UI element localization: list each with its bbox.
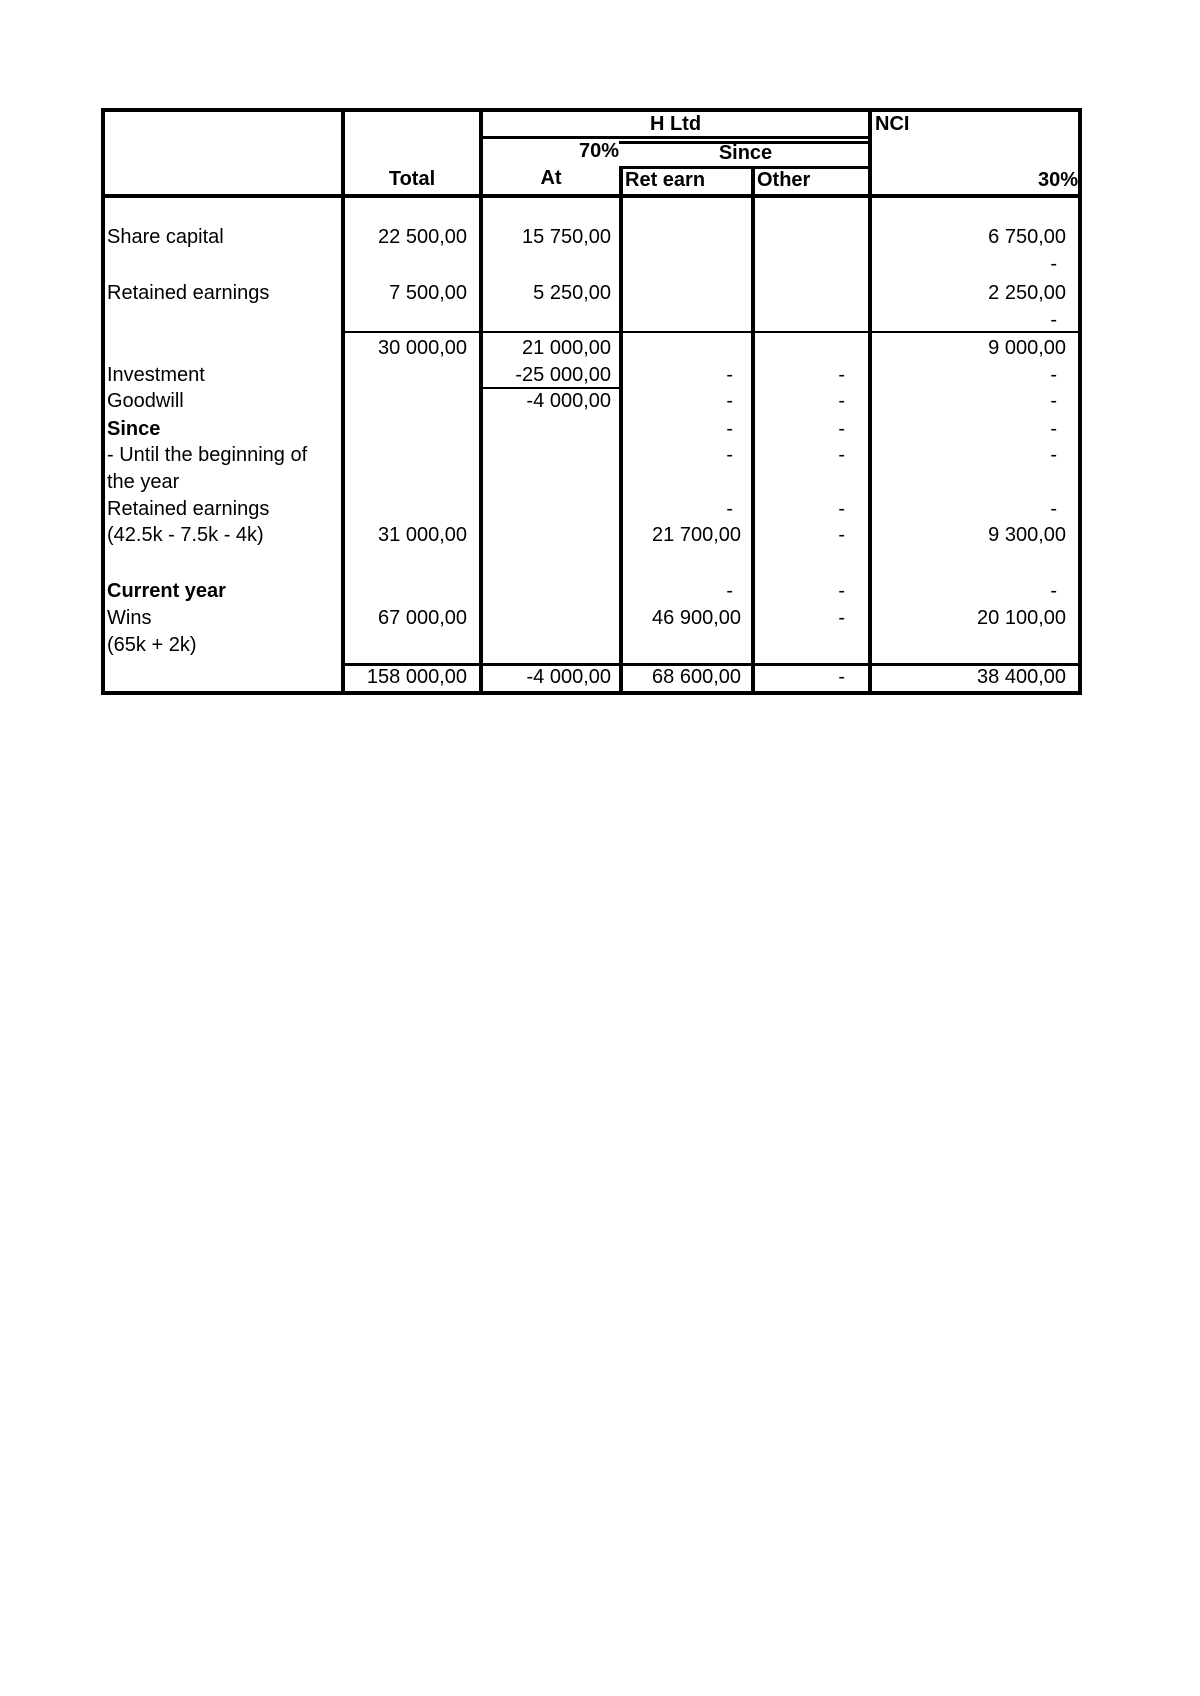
wins-ret-earn: 46 900,00 (652, 607, 741, 629)
retained-since-ret-earn: 21 700,00 (652, 524, 741, 546)
subtotal-total: 30 000,00 (378, 337, 467, 359)
border-bottom (101, 691, 1082, 695)
share-capital-total: 22 500,00 (378, 226, 467, 248)
dash: - (1050, 444, 1057, 466)
dash: - (726, 418, 733, 440)
share-capital-nci: 6 750,00 (988, 226, 1066, 248)
col-divider-5 (868, 108, 872, 695)
label-retained-earnings-since: Retained earnings (107, 498, 270, 520)
grand-total-at: -4 000,00 (526, 666, 611, 688)
retained-earnings-at: 5 250,00 (533, 282, 611, 304)
dash: - (1050, 498, 1057, 520)
dash: - (838, 364, 845, 386)
retained-since-total: 31 000,00 (378, 524, 467, 546)
subtotal-at: 21 000,00 (522, 337, 611, 359)
other-heading: Other (757, 169, 811, 191)
dash: - (838, 498, 845, 520)
retained-since-nci: 9 300,00 (988, 524, 1066, 546)
label-retained-earnings: Retained earnings (107, 282, 270, 304)
label-share-capital: Share capital (107, 226, 224, 248)
label-wins: Wins (107, 607, 152, 629)
wins-total: 67 000,00 (378, 607, 467, 629)
label-until-beginning: - Until the beginning of (107, 444, 308, 466)
since-heading: Since (718, 142, 773, 164)
dash: - (1050, 418, 1057, 440)
ownership-70-percent: 70% (578, 140, 619, 162)
dash: - (726, 364, 733, 386)
dash: - (1050, 580, 1057, 602)
retained-earnings-nci: 2 250,00 (988, 282, 1066, 304)
dash: - (1050, 253, 1057, 275)
dash: - (838, 580, 845, 602)
wins-nci: 20 100,00 (977, 607, 1066, 629)
label-the-year: the year (107, 471, 180, 493)
dash: - (726, 580, 733, 602)
goodwill-at: -4 000,00 (526, 390, 611, 412)
total-heading: Total (388, 168, 436, 190)
dash: - (838, 444, 845, 466)
dash: - (726, 444, 733, 466)
grand-total-total: 158 000,00 (366, 666, 467, 688)
nci-heading: NCI (875, 113, 910, 135)
grand-total-nci: 38 400,00 (977, 666, 1066, 688)
subtotal-nci: 9 000,00 (988, 337, 1066, 359)
at-heading: At (540, 167, 562, 189)
label-goodwill: Goodwill (107, 390, 184, 412)
dash: - (1050, 364, 1057, 386)
retained-earnings-total: 7 500,00 (389, 282, 467, 304)
dash: - (838, 418, 845, 440)
h-ltd-heading: H Ltd (649, 113, 702, 135)
label-investment: Investment (107, 364, 205, 386)
label-since: Since (107, 418, 161, 440)
dash: - (1050, 309, 1057, 331)
dash: - (1050, 390, 1057, 412)
dash: - (838, 390, 845, 412)
dash: - (726, 390, 733, 412)
label-calc-wins: (65k + 2k) (107, 634, 197, 656)
consolidation-worksheet (101, 108, 1082, 695)
grand-total-ret-earn: 68 600,00 (652, 666, 741, 688)
dash: - (726, 498, 733, 520)
investment-at: -25 000,00 (515, 364, 611, 386)
header-divider (101, 194, 1082, 198)
ret-earn-heading: Ret earn (625, 169, 706, 191)
ownership-30-percent: 30% (1037, 169, 1078, 191)
share-capital-at: 15 750,00 (522, 226, 611, 248)
label-calc-retained: (42.5k - 7.5k - 4k) (107, 524, 264, 546)
dash: - (838, 524, 845, 546)
label-current-year: Current year (107, 580, 226, 602)
dash: - (838, 607, 845, 629)
grand-total-other: - (838, 666, 845, 688)
